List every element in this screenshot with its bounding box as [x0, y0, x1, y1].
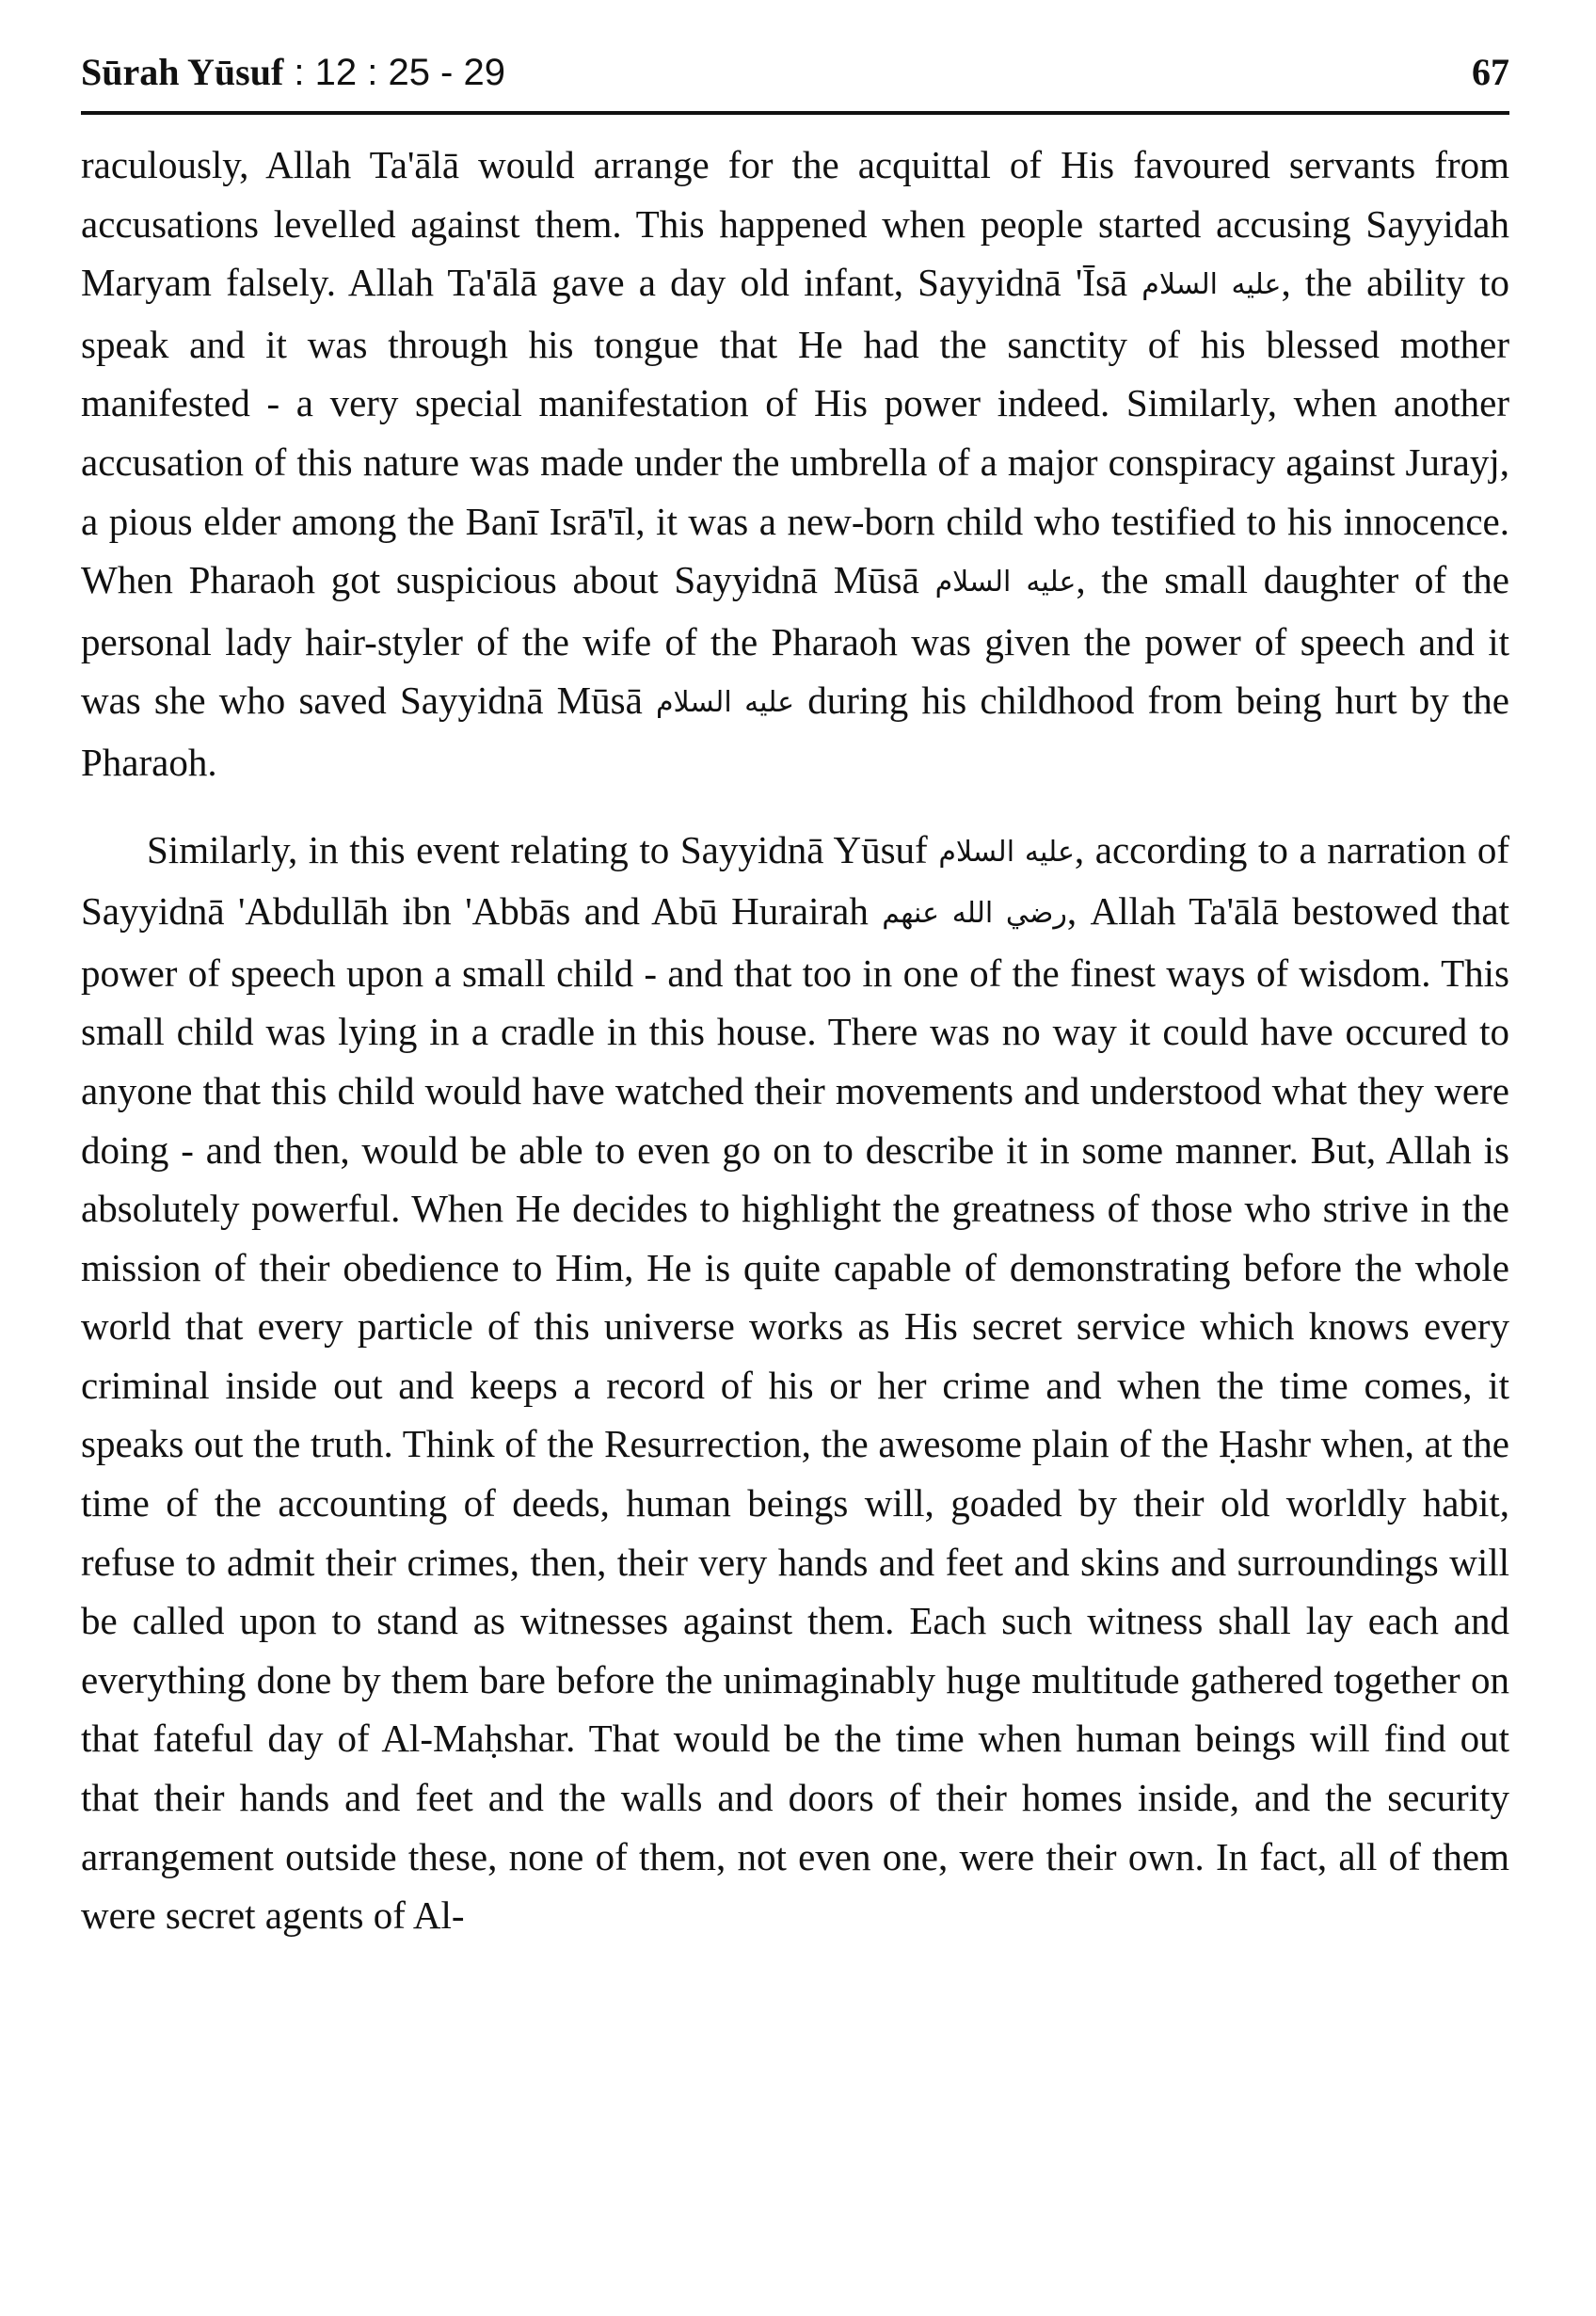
honorific-glyph-icon: رضي الله عنهم	[882, 897, 1067, 931]
running-head	[81, 40, 1509, 115]
text-run: , according to a narration of Sayyidnā 'Abdullāh ibn 'Abbās and Abū Hurairah	[81, 827, 1510, 934]
surah-name: Sūrah Yūsuf	[81, 51, 284, 93]
running-head-title	[81, 40, 505, 105]
text-run: raculously, Allah Ta'ālā would arrange for the acquittal of His favoured servants from accusations levelled against them. This happened when people started accusing Sayyidah Maryam falsely. Allah Ta'ālā gave a day old infant, Sayyidnā 'Īsā	[81, 143, 1509, 305]
honorific-glyph-icon: عليه السلام	[655, 686, 795, 720]
body-text	[81, 136, 1509, 1945]
page-number: 67	[1472, 51, 1509, 93]
book-page	[81, 40, 1509, 1945]
honorific-glyph-icon: عليه السلام	[1141, 268, 1282, 302]
honorific-glyph-icon: عليه السلام	[934, 566, 1077, 599]
honorific-glyph-icon: عليه السلام	[938, 835, 1075, 869]
text-run: , the small daughter of the personal lady hair-styler of the wife of the Pharaoh was given the power of speech and it was she who saved Sayyidnā Mūsā	[81, 558, 1509, 723]
paragraph-2	[81, 821, 1509, 1945]
text-run: , the ability to speak and it was through his tongue that He had the sanctity of his blessed mother manifested - a very special manifestation of His power indeed. Similarly, when another accusation of this nature was made under the umbrella of a major conspiracy against Jurayj, a pious elder among the Banī Isrā'īl, it was a new-born child who testified to his innocence. When Pharaoh got suspicious about Sayyidnā Mūsā	[81, 261, 1509, 602]
text-run: during his childhood from being hurt by the Pharaoh.	[81, 679, 1510, 784]
text-run: , Allah Ta'ālā bestowed that power of speech upon a small child - and that too in one of the finest ways of wisdom. This small child was lying in a cradle in this house. There was no way it could have occured to anyone that this child would have watched their movements and understood what they were doing - and then, would be able to even go on to describe it in some manner. But, Allah is absolutely powerful. When He decides to highlight the greatness of those who strive in the mission of their obedience to Him, He is quite capable of demonstrating before the whole world that every particle of this universe works as His secret service which knows every criminal inside out and keeps a record of his or her crime and when the time comes, it speaks out the truth. Think of the Resurrection, the awesome plain of the Ḥashr when, at the time of the accounting of deeds, human beings will, goaded by their old worldly habit, refuse to admit their crimes, then, their very hands and feet and skins and surroundings will be called upon to stand as witnesses against them. Each such witness shall lay each and everything done by them bare before the unimaginably huge multitude gathered together on that fateful day of Al-Maḥshar. That would be the time when human beings will find out that their hands and feet and the walls and doors of their homes inside, and the security arrangement outside these, none of them, not even one, were their own. In fact, all of them were secret agents of Al-	[81, 889, 1509, 1938]
paragraph-1	[81, 136, 1509, 792]
text-run: Similarly, in this event relating to Sayyidnā Yūsuf	[147, 827, 939, 871]
verse-reference: : 12 : 25 - 29	[283, 52, 505, 93]
